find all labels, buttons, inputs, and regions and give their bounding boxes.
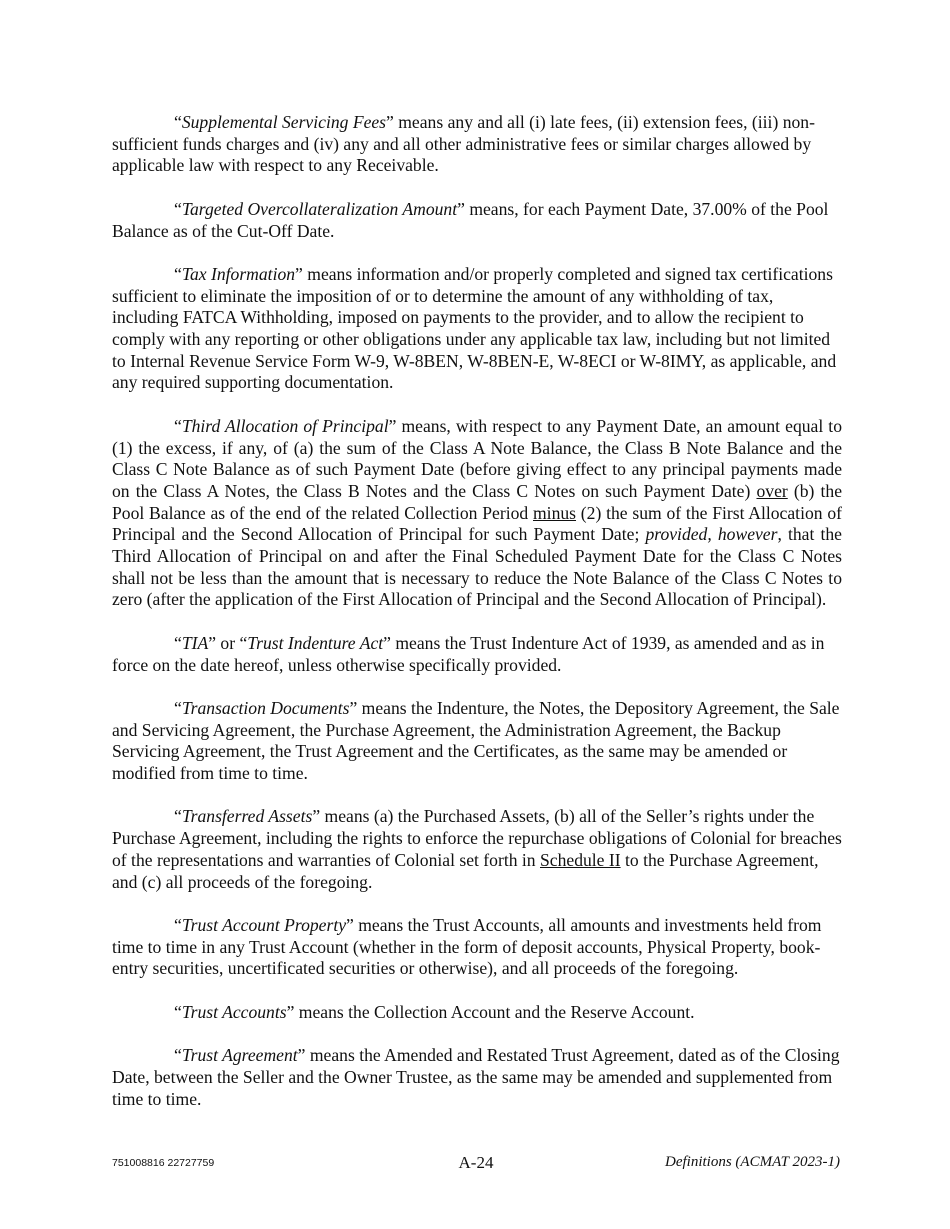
text-run: ” means the Trust Accounts, all amounts and investments held from time to time in any Trust Account (whether in the form of deposit accounts, Physical Property, book-entry securities, uncertificated securities or otherwise), and all proceeds of the foregoing. bbox=[112, 914, 822, 979]
text-run: ” means the Indenture, the Notes, the Depository Agreement, the Sale and Servicing Agreement, the Purchase Agreement, the Administration Agreement, the Backup Servicing Agreement, the Trust Agreement and the Certificates, as the same may be amended or modified from time to time. bbox=[112, 697, 840, 784]
document-id: 751008816 22727759 bbox=[112, 1157, 215, 1169]
page-number: A-24 bbox=[458, 1153, 494, 1172]
definition-trust-agreement bbox=[112, 1045, 842, 1110]
text-run: ” means (a) the Purchased Assets, (b) all of the Seller’s rights under the Purchase Agreement, including the rights to enforce the repurchase obligations of Colonial for breaches of the representations and warranties of Colonial set forth in bbox=[112, 806, 842, 870]
definition-transaction-documents bbox=[112, 698, 842, 785]
page-footer bbox=[112, 1153, 840, 1175]
text-run: ” means the Collection Account and the Reserve Account. bbox=[286, 1001, 695, 1022]
text-run: “ bbox=[174, 806, 182, 827]
definition-tax-information bbox=[112, 264, 842, 394]
definition-transferred-assets bbox=[112, 806, 842, 893]
defined-term: Trust Agreement bbox=[181, 1045, 298, 1066]
text-run: “ bbox=[174, 914, 182, 935]
text-run: (2) the sum of the First Allocation of Principal and the Second Allocation of Principal for such Payment Date; bbox=[112, 502, 842, 545]
text-run: “ bbox=[174, 1045, 182, 1066]
text-run: “ bbox=[174, 697, 182, 718]
text-run: ” means any and all (i) late fees, (ii) extension fees, (iii) non-sufficient funds charges and (iv) any and all other administrative fees or similar charges allowed by applicable law with respect to any Receivable. bbox=[112, 112, 815, 176]
text-run: “ bbox=[174, 415, 182, 436]
defined-term: Trust Indenture Act bbox=[247, 632, 384, 653]
text-run: ” means, for each Payment Date, 37.00% of the Pool Balance as of the Cut-Off Date. bbox=[112, 198, 829, 241]
text-run: “ bbox=[174, 1001, 182, 1022]
text-run: “ bbox=[174, 263, 182, 284]
defined-term: provided, however bbox=[645, 524, 778, 545]
text-run: “ bbox=[174, 198, 182, 219]
text-run: to the Purchase Agreement, and (c) all proceeds of the foregoing. bbox=[112, 849, 819, 892]
defined-term: Transaction Documents bbox=[181, 697, 350, 718]
footer-title: Definitions (ACMAT 2023-1) bbox=[665, 1154, 840, 1170]
text-run: ” means the Amended and Restated Trust Agreement, dated as of the Closing Date, between the Seller and the Owner Trustee, as the same may be amended and supplemented from time to time. bbox=[112, 1045, 840, 1109]
defined-term: Trust Account Property bbox=[181, 914, 347, 935]
text-run: “ bbox=[174, 112, 182, 132]
text-run: “ bbox=[174, 632, 182, 653]
definition-third-allocation-of-principal bbox=[112, 416, 842, 611]
underlined-text: minus bbox=[533, 502, 577, 523]
defined-term: Third Allocation of Principal bbox=[181, 415, 389, 436]
definition-tia bbox=[112, 633, 842, 676]
definition-targeted-overcollateralization-amount bbox=[112, 199, 842, 242]
defined-term: Transferred Assets bbox=[181, 806, 313, 827]
underlined-text: Schedule II bbox=[540, 849, 621, 870]
defined-term: Targeted Overcollateralization Amount bbox=[181, 198, 458, 219]
text-run: ” means, with respect to any Payment Date, an amount equal to (1) the excess, if any, of (a) the sum of the Class A Note Balance, the Class B Note Balance and the Class C Note Balance as of such Payment Date (before giving effect to any principal payments made on the Class A Notes, the Class B Notes and the Class C Notes on such Payment Date) bbox=[112, 415, 842, 501]
defined-term: Supplemental Servicing Fees bbox=[181, 112, 387, 132]
defined-term: Trust Accounts bbox=[181, 1001, 287, 1022]
document-body bbox=[112, 112, 842, 1132]
definition-trust-account-property bbox=[112, 915, 842, 980]
definition-trust-accounts bbox=[112, 1002, 842, 1024]
text-run: , that the Third Allocation of Principal on and after the Final Scheduled Payment Date for the Class C Notes shall not be less than the amount that is necessary to reduce the Note Balance of the Class C Notes to zero (after the application of the First Allocation of Principal and the Second Allocation of Principal). bbox=[112, 524, 842, 610]
defined-term: Tax Information bbox=[181, 263, 296, 284]
text-run: ” means information and/or properly completed and signed tax certifications sufficient to eliminate the imposition of or to determine the amount of any withholding of tax, including FATCA Withholding, imposed on payments to the provider, and to allow the recipient to comply with any reporting or other obligations under any applicable tax law, including but not limited to Internal Revenue Service Form W-9, W-8BEN, W-8BEN-E, W-8ECI or W-8IMY, as applicable, and any required supporting documentation. bbox=[112, 263, 837, 393]
text-run: ” means the Trust Indenture Act of 1939, as amended and as in force on the date hereof, unless otherwise specifically provided. bbox=[112, 632, 825, 675]
definition-supplemental-servicing-fees bbox=[112, 112, 842, 177]
text-run: ” or “ bbox=[208, 632, 248, 653]
defined-term: TIA bbox=[181, 632, 209, 653]
underlined-text: over bbox=[756, 480, 788, 501]
text-run: (b) the Pool Balance as of the end of the related Collection Period bbox=[112, 480, 843, 523]
